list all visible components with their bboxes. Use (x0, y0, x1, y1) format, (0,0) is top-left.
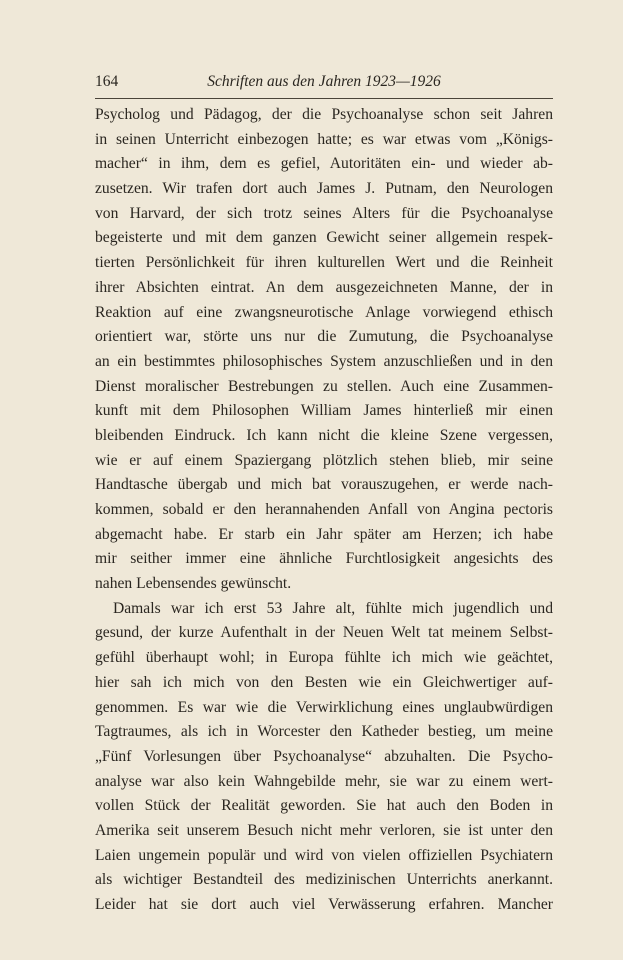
text-line: nahen Lebensendes gewünscht. (95, 575, 292, 593)
text-line: an ein bestimmtes philosophisches System anzuschließen und in den (95, 352, 553, 370)
paragraph-2 (95, 597, 553, 918)
text-line: begeisterte und mit dem ganzen Gewicht seiner allgemein respek- (95, 229, 553, 247)
text-line: Psycholog und Pädagog, der die Psychoanalyse schon seit Jahren (95, 106, 553, 123)
text-line: Damals war ich erst 53 Jahre alt, fühlte mich jugendlich und (113, 599, 553, 617)
text-line: Tagtraumes, als ich in Worcester den Katheder bestieg, um meine (95, 723, 553, 741)
header-rule (95, 98, 553, 99)
text-line: gesund, der kurze Aufenthalt in der Neuen Welt tat meinem Selbst- (95, 624, 553, 642)
text-line: analyse war also kein Wahngebilde mehr, sie war zu einem wert- (95, 772, 553, 790)
text-line: als wichtiger Bestandteil des medizinischen Unterrichts anerkannt. (95, 871, 553, 889)
text-line: wie er auf einem Spaziergang plötzlich stehen blieb, mir seine (95, 451, 553, 469)
text-line: „Fünf Vorlesungen über Psychoanalyse“ abzuhalten. Die Psycho- (95, 747, 553, 765)
text-line: bleibenden Eindruck. Ich kann nicht die kleine Szene vergessen, (95, 426, 553, 444)
text-line: mir seither immer eine ähnliche Furchtlosigkeit angesichts des (95, 550, 553, 568)
text-line: hier sah ich mich von den Besten wie ein Gleichwertiger auf- (95, 673, 553, 691)
running-title: Schriften aus den Jahren 1923—1926 (207, 73, 441, 90)
paragraph-1 (95, 103, 553, 597)
text-line: kunft mit dem Philosophen William James hinterließ mir einen (95, 402, 553, 420)
text-line: genommen. Es war wie die Verwirklichung eines unglaubwürdigen (95, 698, 553, 716)
text-line: Leider hat sie dort auch viel Verwässerung erfahren. Mancher (95, 896, 553, 913)
text-line: in seinen Unterricht einbezogen hatte; es war etwas vom „Königs- (95, 130, 553, 148)
text-line: orientiert war, störte uns nur die Zumutung, die Psychoanalyse (95, 328, 553, 346)
text-line: macher“ in ihm, dem es gefiel, Autoritäten ein- und wieder ab- (95, 155, 553, 173)
page-header (95, 73, 553, 95)
text-line: vollen Stück der Realität geworden. Sie hat auch den Boden in (95, 797, 553, 815)
text-line: Dienst moralischer Bestrebungen zu stellen. Auch eine Zusammen- (95, 377, 553, 395)
text-line: gefühl überhaupt wohl; in Europa fühlte ich mich wie geächtet, (95, 649, 553, 667)
text-line: zusetzen. Wir trafen dort auch James J. Putnam, den Neurologen (95, 180, 553, 198)
page-number: 164 (95, 73, 119, 90)
text-line: von Harvard, der sich trotz seines Alters für die Psychoanalyse (95, 204, 553, 222)
text-line: Reaktion auf eine zwangsneurotische Anlage vorwiegend ethisch (95, 303, 553, 321)
text-line: Handtasche übergab und mich bat vorauszugehen, er werde nach- (95, 476, 553, 494)
text-line: abgemacht habe. Er starb ein Jahr später am Herzen; ich habe (95, 525, 553, 543)
body-text (95, 103, 553, 918)
text-line: Amerika seit unserem Besuch nicht mehr verloren, sie ist unter den (95, 821, 553, 839)
text-line: ihrer Absichten eintrat. An dem ausgezeichneten Manne, der in (95, 278, 553, 296)
text-line: tierten Persönlichkeit für ihren kulturellen Wert und die Reinheit (95, 254, 553, 272)
text-line: kommen, sobald er den herannahenden Anfall von Angina pectoris (95, 501, 553, 518)
text-line: Laien ungemein populär und wird von vielen offiziellen Psychiatern (95, 846, 553, 864)
